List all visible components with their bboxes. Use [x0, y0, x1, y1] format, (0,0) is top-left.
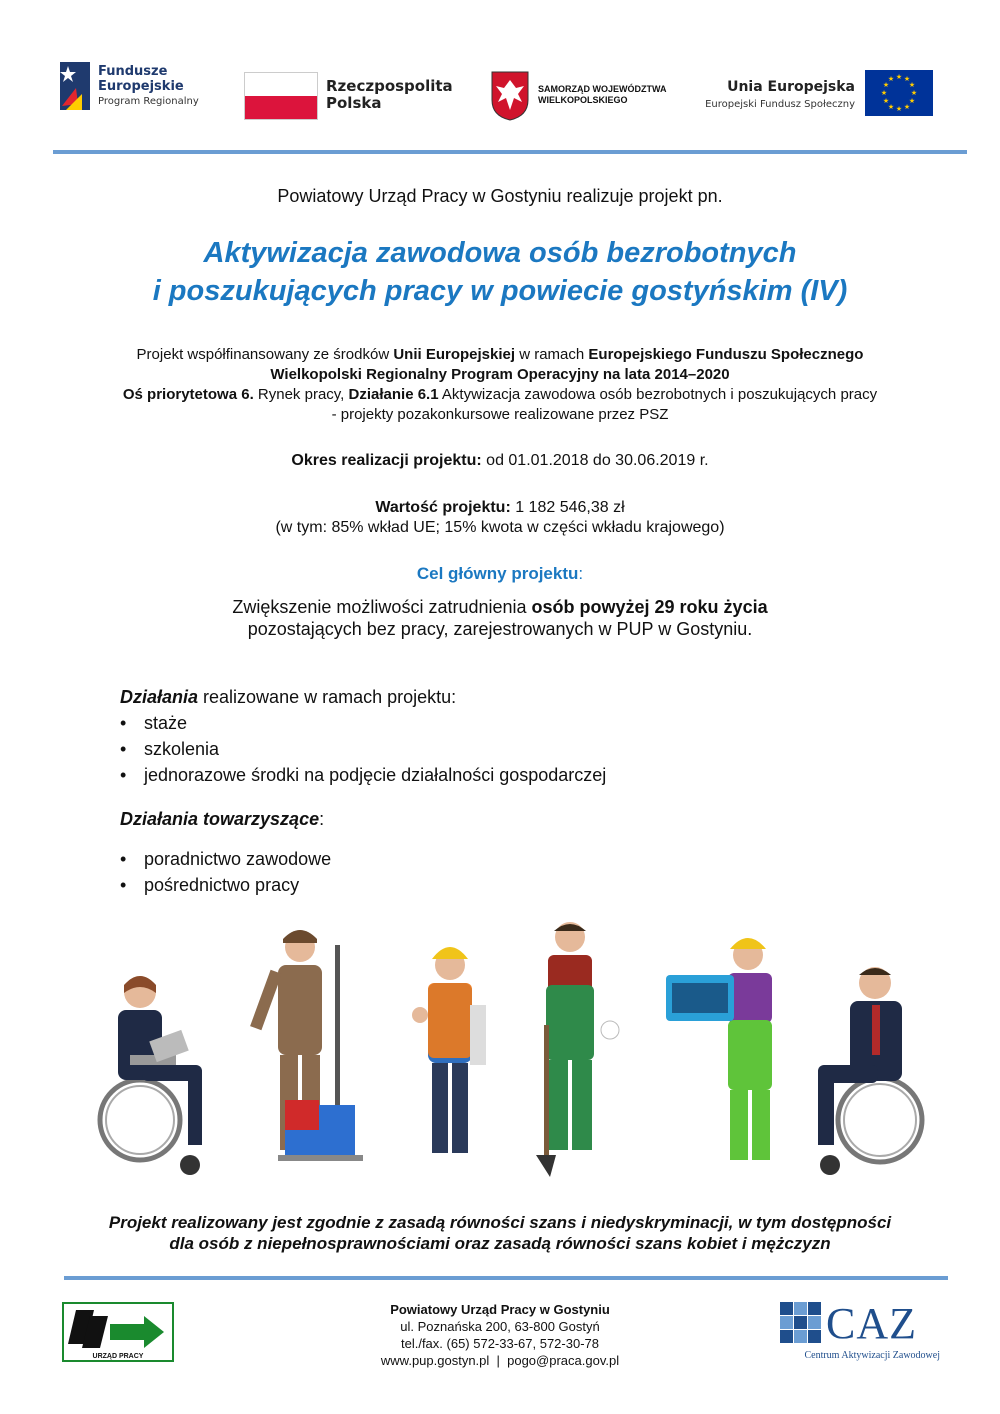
ue-line1: Unia Europejska [727, 79, 855, 95]
cofin-l1c: w ramach [515, 346, 589, 363]
cofin-l3a: Oś priorytetowa 6. [122, 386, 254, 403]
actions-section [120, 684, 606, 788]
polish-flag-icon [244, 72, 318, 120]
sw-line1: SAMORZĄD WOJEWÓDZTWA [538, 84, 667, 94]
goal-l2: pozostających bez pracy, zarejestrowanych w PUP w Gostyniu. [247, 619, 753, 639]
fundusze-europejskie-logo [58, 58, 208, 118]
footer-web: www.pup.gostyn.pl | pogo@praca.gov.pl [380, 1353, 620, 1368]
fe-line2: Europejskie [98, 79, 184, 94]
cofin-l1d: Europejskiego Funduszu Społecznego [588, 346, 864, 363]
goal-heading-text: Cel główny projektu [416, 564, 579, 583]
workers-illustration [60, 915, 940, 1190]
caz-logo [780, 1300, 940, 1364]
svg-text:★: ★ [887, 75, 895, 83]
period-value: od 01.01.2018 do 30.06.2019 r. [481, 452, 709, 469]
fe-line3: Program Regionalny [98, 96, 199, 107]
top-divider [53, 150, 967, 154]
wheelchair-woman-figure [100, 976, 202, 1175]
goal-heading [0, 564, 1000, 584]
footer-name: Powiatowy Urząd Pracy w Gostyniu [390, 1302, 610, 1317]
rzeczpospolita-logo [244, 72, 453, 120]
svg-text:★: ★ [908, 81, 916, 89]
cofin-l3c: Działanie 6.1 [348, 386, 439, 403]
list-item: • poradnictwo zawodowe [144, 846, 331, 872]
rp-line2: Polska [326, 94, 382, 112]
cofin-l3b: Rynek pracy, [253, 386, 349, 403]
goal-text [0, 596, 1000, 640]
equality-l2: dla osób z niepełnosprawnościami oraz zasadą równości szans kobiet i mężczyzn [169, 1234, 831, 1253]
svg-text:★: ★ [895, 105, 903, 113]
svg-text:★: ★ [903, 75, 911, 83]
svg-text:★: ★ [882, 97, 890, 105]
wheelchair-man-figure [818, 967, 922, 1175]
svg-text:★: ★ [887, 103, 895, 111]
goal-l1b: osób powyżej 29 roku życia [531, 597, 768, 617]
footer-address: ul. Poznańska 200, 63-800 Gostyń [400, 1319, 600, 1334]
cofin-l4: - projekty pozakonkursowe realizowane przez PSZ [331, 406, 669, 423]
goal-heading-colon: : [578, 564, 584, 583]
toolbox-woman-figure [666, 938, 772, 1160]
project-period [0, 452, 1000, 470]
bottom-divider [64, 1276, 948, 1280]
cofin-l2: Wielkopolski Regionalny Program Operacyjny na lata 2014–2020 [270, 366, 730, 383]
period-label: Okres realizacji projektu: [291, 452, 482, 469]
support-heading: Działania towarzyszące [120, 809, 320, 829]
intro-text: Powiatowy Urząd Pracy w Gostyniu realizuje projekt pn. [277, 186, 723, 206]
equality-l1: Projekt realizowany jest zgodnie z zasadą równości szans i niedyskryminacji, w tym dostępności [108, 1213, 892, 1232]
support-heading-colon: : [319, 809, 325, 829]
support-actions-section [120, 806, 331, 898]
project-title [0, 234, 1000, 310]
sw-line2: WIELKOPOLSKIEGO [538, 95, 628, 105]
samorzad-logo [490, 70, 680, 122]
list-item: • staże [144, 710, 606, 736]
svg-text:★: ★ [882, 81, 890, 89]
cofin-l1b: Unii Europejskiej [393, 346, 516, 363]
fe-line1: Fundusze [98, 64, 168, 79]
list-item: • szkolenia [144, 736, 606, 762]
workers-photo [60, 915, 940, 1190]
urzad-pracy-label: URZĄD PRACY [92, 1353, 144, 1360]
fe-star-icon [58, 58, 94, 114]
actions-list [120, 710, 606, 788]
support-actions-list [120, 846, 331, 898]
actions-heading: Działania [120, 687, 199, 707]
svg-text:★: ★ [880, 89, 888, 97]
cofinancing-info [0, 345, 1000, 425]
project-value [0, 498, 1000, 538]
ue-line2: Europejski Fundusz Społeczny [705, 99, 855, 110]
construction-woman-figure [412, 947, 486, 1153]
title-line1: Aktywizacja zawodowa osób bezrobotnych [203, 237, 797, 269]
cleaner-figure [250, 930, 363, 1161]
rp-line1: Rzeczpospolita [326, 77, 453, 95]
actions-heading-rest: realizowane w ramach projektu: [198, 687, 457, 707]
eagle-crest-icon [490, 70, 530, 122]
cofin-l3d: Aktywizacja zawodowa osób bezrobotnych i poszukujących pracy [438, 386, 878, 403]
caz-word: CAZ [826, 1299, 917, 1348]
svg-text:★: ★ [895, 73, 903, 81]
list-item: • jednorazowe środki na podjęcie działalności gospodarczej [144, 762, 606, 788]
svg-text:★: ★ [908, 97, 916, 105]
eu-flag-icon [865, 70, 933, 116]
list-item: • pośrednictwo pracy [144, 872, 331, 898]
cofin-l1a: Projekt współfinansowany ze środków [136, 346, 394, 363]
value-amount: 1 182 546,38 zł [510, 499, 625, 516]
svg-text:★: ★ [903, 103, 911, 111]
value-label: Wartość projektu: [375, 499, 511, 516]
title-line2: i poszukujących pracy w powiecie gostyńskim (IV) [152, 275, 848, 307]
unia-europejska-logo [705, 70, 935, 120]
svg-text:★: ★ [910, 89, 918, 97]
equality-statement [0, 1212, 1000, 1254]
goal-l1a: Zwiększenie możliwości zatrudnienia [232, 597, 532, 617]
footer-phone: tel./fax. (65) 572-33-67, 572-30-78 [400, 1336, 599, 1351]
caz-subtitle: Centrum Aktywizacji Zawodowej [804, 1350, 940, 1361]
gardener-figure [536, 922, 619, 1177]
value-breakdown: (w tym: 85% wkład UE; 15% kwota w części wkładu krajowego) [275, 519, 725, 536]
caz-grid-icon [780, 1302, 822, 1344]
